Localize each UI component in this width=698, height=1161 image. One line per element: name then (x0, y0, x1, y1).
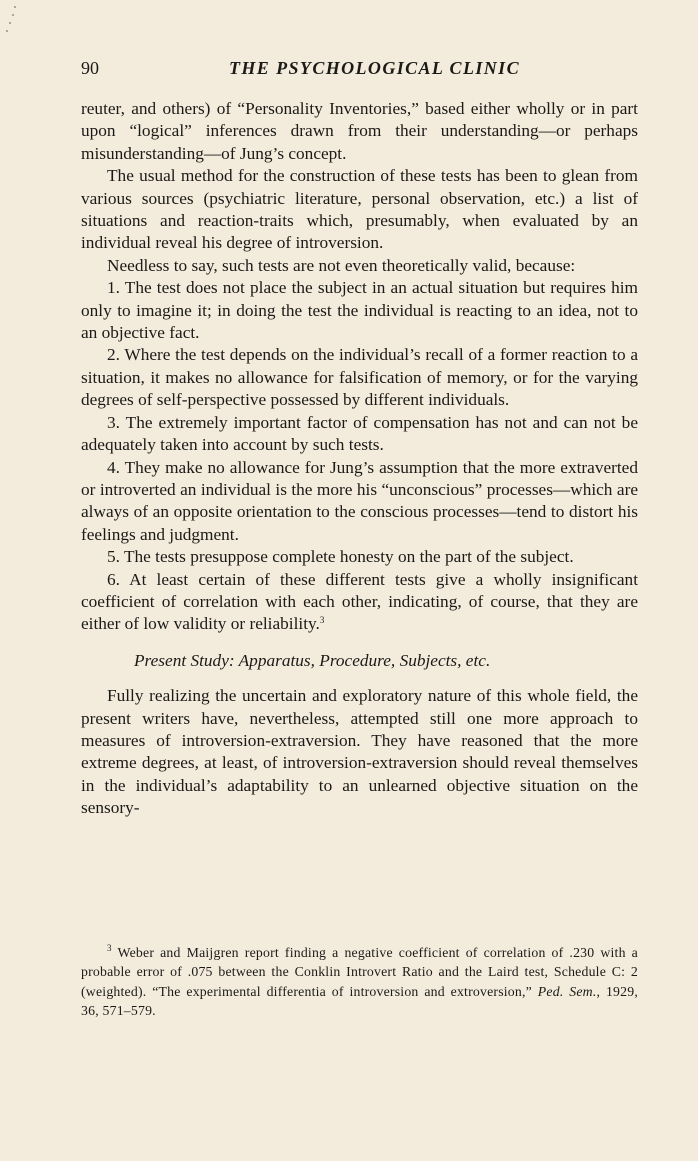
margin-pencil-mark (2, 2, 18, 40)
list-item-4: 4. They make no allowance for Jung’s assumption that the more extraverted or introverted an individual is the more his “unconscious” processes—which are always of an opposite orientation to the conscious processes—tend to distort his feelings and judgment. (81, 457, 638, 544)
footnote-reference: 3 (319, 615, 325, 626)
paragraph-validity: Needless to say, such tests are not even theoretically valid, because: (107, 255, 576, 275)
list-item-6 (81, 569, 638, 636)
paragraph-present-study: Fully realizing the uncertain and exploratory nature of this whole field, the present writers have, nevertheless, attempted still one more approach to measures of introversion-extraversion. They have reasoned that the more extreme degrees, at least, of introversion-extraversion should reveal themselves in the individual’s adaptability to an unlearned objective situation on the sensory- (81, 686, 638, 818)
footnote (81, 943, 638, 1021)
paragraph-test-construction: The usual method for the construction of these tests has been to glean from various sources (psychiatric literature, personal observation, etc.) a list of situations and reaction-traits which, presumably, when evaluated by an individual reveal his degree of introversion. (81, 166, 638, 253)
footnotes (81, 943, 638, 1021)
section-heading: Present Study: Apparatus, Procedure, Subjects, etc. (134, 650, 491, 670)
list-item-1: 1. The test does not place the subject in an actual situation but requires him only to imagine it; in doing the test the individual is reacting to an idea, not to an objective fact. (81, 278, 638, 343)
footnote-text: Weber and Maijgren report finding a negative coefficient of correlation of .230 with a probable error of .075 between the Conklin Introvert Ratio and the Laird test, Schedule C: 2 (weighted). “The experimental differentia of introversion and extroversion,” (81, 945, 638, 999)
list-item-2: 2. Where the test depends on the individual’s recall of a former reaction to a situation, it makes no allowance for falsification of memory, or for the varying degrees of self-perspective possessed by different individuals. (81, 345, 638, 410)
page-number: 90 (81, 58, 99, 78)
body-text (81, 98, 638, 820)
footnote-citation: , 1929, 36, 571–579. (81, 983, 638, 1019)
list-item-5: 5. The tests presuppose complete honesty on the part of the subject. (107, 547, 574, 567)
footnote-journal: Ped. Sem. (537, 983, 597, 999)
paragraph-continuation: reuter, and others) of “Personality Inventories,” based either wholly or in part upon “logical” inferences drawn from their understanding—or perhaps misunderstanding—of Jung’s concept. (81, 99, 638, 163)
list-item-6-text: 6. At least certain of these different tests give a wholly insignificant coefficient of correlation with each other, indicating, of course, that they are either of low validity or reliability. (81, 569, 638, 634)
list-item-3: 3. The extremely important factor of compensation has not and can not be adequately taken into account by such tests. (81, 412, 638, 455)
footnote-number: 3 (107, 943, 112, 953)
running-head: THE PSYCHOLOGICAL CLINIC (229, 58, 520, 78)
page-header (81, 58, 638, 82)
